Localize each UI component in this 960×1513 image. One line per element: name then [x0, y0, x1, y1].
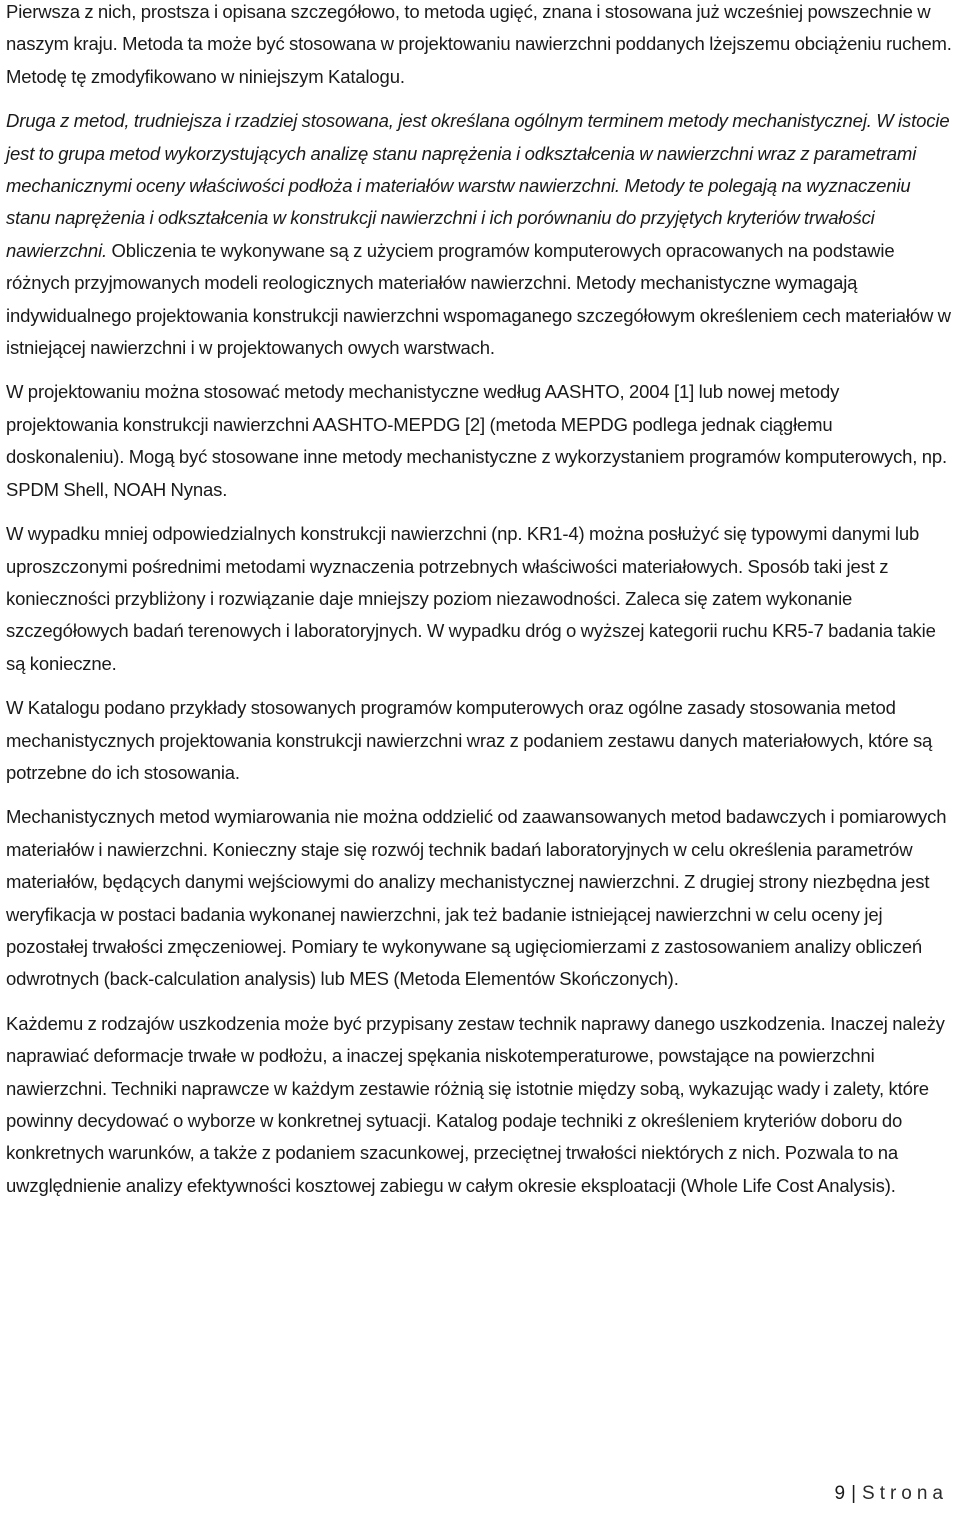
footer-separator: |: [851, 1483, 857, 1504]
paragraph-3: [6, 376, 954, 506]
paragraph-1: [6, 0, 954, 93]
paragraph-4: [6, 518, 954, 680]
paragraph-3-text: W projektowaniu można stosować metody mechanistyczne według AASHTO, 2004 [1] lub nowej metody projektowania konstrukcji nawierzchni AASHTO-MEPDG [2] (metoda MEPDG podlega jednak ciągłemu doskonaleniu). Mogą być stosowane inne metody mechanistyczne z wykorzystaniem programów komputerowych, np. SPDM Shell, NOAH Nynas.: [6, 381, 948, 500]
page-number: 9: [834, 1483, 846, 1504]
paragraph-2: [6, 105, 954, 364]
paragraph-2-italic-continuation: W istocie jest to grupa metod wykorzystujących analizę stanu naprężenia i odkształcenia w nawierzchni wraz z parametrami mechanicznymi oceny właściwości podłoża i materiałów warstw nawierzchni. Metody te polegają na wyznaczeniu stanu naprężenia i odkształcenia w konstrukcji nawierzchni i ich porównaniu do przyjętych kryteriów trwałości nawierzchni.: [6, 110, 950, 261]
paragraph-4-text: W wypadku mniej odpowiedzialnych konstrukcji nawierzchni (np. KR1-4) można posłużyć się typowymi danymi lub uproszczonymi pośrednimi metodami wyznaczenia potrzebnych właściwości materiałowych. Sposób taki jest z konieczności przybliżony i rozwiązanie daje mniejszy poziom niezawodności. Zaleca się zatem wykonanie szczegółowych badań terenowych i laboratoryjnych. W wypadku dróg o wyższej kategorii ruchu KR5-7 badania takie są konieczne.: [6, 523, 936, 674]
paragraph-7-text: Każdemu z rodzajów uszkodzenia może być przypisany zestaw technik naprawy danego uszkodzenia. Inaczej należy naprawiać deformacje trwałe w podłożu, a inaczej spękania niskotemperaturowe, powstające na powierzchni nawierzchni. Techniki naprawcze w każdym zestawie różnią się istotnie między sobą, wykazując wady i zalety, które powinny decydować o wyborze w konkretnej sytuacji. Katalog podaje techniki z określeniem kryteriów doboru do konkretnych warunków, a także z podaniem szacunkowej, przeciętnej trwałości niektórych z nich. Pozwala to na uwzględnienie analizy efektywności kosztowej zabiegu w całym okresie eksploatacji (Whole Life Cost Analysis).: [6, 1012, 945, 1196]
document-page: [6, 0, 954, 1202]
footer-label: Strona: [862, 1483, 948, 1504]
paragraph-2-italic-sentence: Druga z metod, trudniejsza i rzadziej stosowana, jest określana ogólnym terminem metody mechanistycznej.: [6, 110, 872, 132]
paragraph-5: [6, 692, 954, 789]
paragraph-1-text: Pierwsza z nich, prostsza i opisana szczegółowo, to metoda ugięć, znana i stosowana już wcześniej powszechnie w naszym kraju. Metoda ta może być stosowana w projektowaniu nawierzchni poddanych lżejszemu obciążeniu ruchem. Metodę tę zmodyfikowano w niniejszym Katalogu.: [6, 1, 952, 87]
paragraph-6-text: Mechanistycznych metod wymiarowania nie można oddzielić od zaawansowanych metod badawczych i pomiarowych materiałów i nawierzchni. Konieczny staje się rozwój technik badań laboratoryjnych w celu określenia parametrów materiałów, będących danymi wejściowymi do analizy mechanistycznej nawierzchni. Z drugiej strony niezbędna jest weryfikacja w postaci badania wykonanej nawierzchni, jak też badanie istniejącej nawierzchni w celu oceny jej pozostałej trwałości zmęczeniowej. Pomiary te wykonywane są ugięciomierzami z zastosowaniem analizy obliczeń odwrotnych (back-calculation analysis) lub MES (Metoda Elementów Skończonych).: [6, 806, 947, 990]
paragraph-6: [6, 801, 954, 995]
page-footer: [835, 1482, 949, 1506]
paragraph-7: [6, 1008, 954, 1202]
paragraph-2-text: Obliczenia te wykonywane są z użyciem programów komputerowych opracowanych na podstawie różnych przyjmowanych modeli reologicznych materiałów nawierzchni. Metody mechanistyczne wymagają indywidualnego projektowania konstrukcji nawierzchni wspomaganego szczegółowym określeniem cech materiałów w istniejącej nawierzchni i w projektowanych owych warstwach.: [6, 239, 951, 359]
paragraph-5-text: W Katalogu podano przykłady stosowanych programów komputerowych oraz ogólne zasady stosowania metod mechanistycznych projektowania konstrukcji nawierzchni wraz z podaniem zestawu danych materiałowych, które są potrzebne do ich stosowania.: [6, 697, 933, 783]
